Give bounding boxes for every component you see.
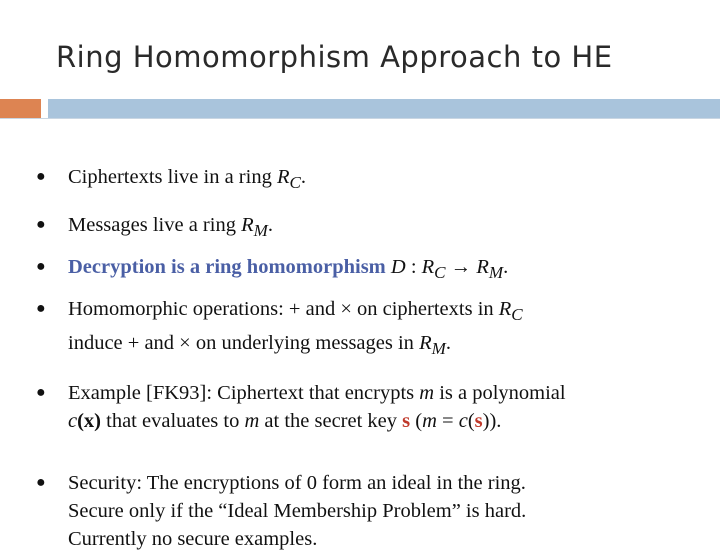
bullet-line <box>68 253 714 287</box>
bullet-tail: . <box>503 256 509 279</box>
math-subscript: C <box>289 173 301 193</box>
secret-key-s: s <box>402 410 411 433</box>
secret-key-s: s <box>474 410 483 433</box>
math-decrypt: D <box>390 256 406 279</box>
bullet-line: Currently no secure examples. <box>68 528 318 551</box>
bullet-text: Messages live a ring <box>68 214 242 237</box>
math-subscript: C <box>434 263 446 283</box>
math-subscript: M <box>253 221 268 241</box>
bullet-tail: . <box>300 166 307 188</box>
bullet-line <box>68 211 714 245</box>
bullet-tail: . <box>445 332 451 355</box>
bullet-decryption <box>30 253 714 287</box>
slide-title: Ring Homomorphism Approach to HE <box>56 40 613 74</box>
title-accent-bar <box>0 99 41 119</box>
math-poly: c <box>68 410 78 433</box>
bullet-line <box>68 407 714 435</box>
math-paren: ( <box>467 410 475 433</box>
bullet-dot-icon: ● <box>36 300 46 318</box>
math-ring: R <box>421 256 435 279</box>
bullet-security <box>30 469 714 553</box>
bullet-text: Homomorphic operations: + and × on ciphertexts in <box>68 298 499 321</box>
bullet-dot-icon: ● <box>36 168 46 185</box>
bullet-list <box>30 163 714 553</box>
math-ring: R <box>476 256 489 279</box>
bullet-homomorphic-ops <box>30 295 714 363</box>
bullet-line <box>68 329 714 363</box>
highlight-text: Decryption is a ring homomorphism <box>68 256 391 279</box>
bullet-text: induce + and × on underlying messages in <box>68 332 420 355</box>
math-ring: R <box>241 214 254 237</box>
math-ring: R <box>419 332 432 355</box>
math-message: m <box>244 410 260 433</box>
bullet-line <box>68 379 714 407</box>
bullet-text: Ciphertexts live in a ring <box>68 166 277 188</box>
title-rule-line <box>0 118 720 119</box>
bullet-line <box>68 295 714 329</box>
math-message: m <box>419 382 435 405</box>
bullet-line: Security: The encryptions of 0 form an ideal in the ring. <box>68 472 526 495</box>
bullet-dot-icon: ● <box>36 384 46 402</box>
math-paren: )). <box>482 410 502 433</box>
math-subscript: M <box>488 263 504 283</box>
math-ring: R <box>498 298 512 321</box>
math-ring: R <box>276 166 290 188</box>
bullet-tail: . <box>267 214 273 237</box>
math-colon: : <box>405 256 422 279</box>
bullet-example <box>30 379 714 435</box>
bullet-line: Secure only if the “Ideal Membership Problem” is hard. <box>68 500 527 523</box>
math-poly: c <box>458 410 468 433</box>
math-message: m <box>422 410 437 433</box>
bullet-ciphertexts <box>30 163 714 197</box>
math-vector-x: (x) <box>77 410 102 433</box>
bullet-text: Example [FK93]: Ciphertext that encrypts <box>68 382 420 405</box>
bullet-line <box>68 163 714 197</box>
bullet-dot-icon: ● <box>36 474 46 492</box>
bullet-text: that evaluates to <box>101 410 245 433</box>
bullet-dot-icon: ● <box>36 216 46 234</box>
math-subscript: C <box>511 305 523 325</box>
bullet-text: is a polynomial <box>434 382 566 405</box>
math-equals: = <box>436 410 459 433</box>
bullet-messages <box>30 211 714 245</box>
bullet-text: at the secret key <box>259 410 403 433</box>
math-paren: ( <box>410 410 423 433</box>
math-subscript: M <box>431 339 446 359</box>
title-rule-bar <box>48 99 720 119</box>
math-arrow: → <box>445 256 477 279</box>
bullet-dot-icon: ● <box>36 258 46 276</box>
